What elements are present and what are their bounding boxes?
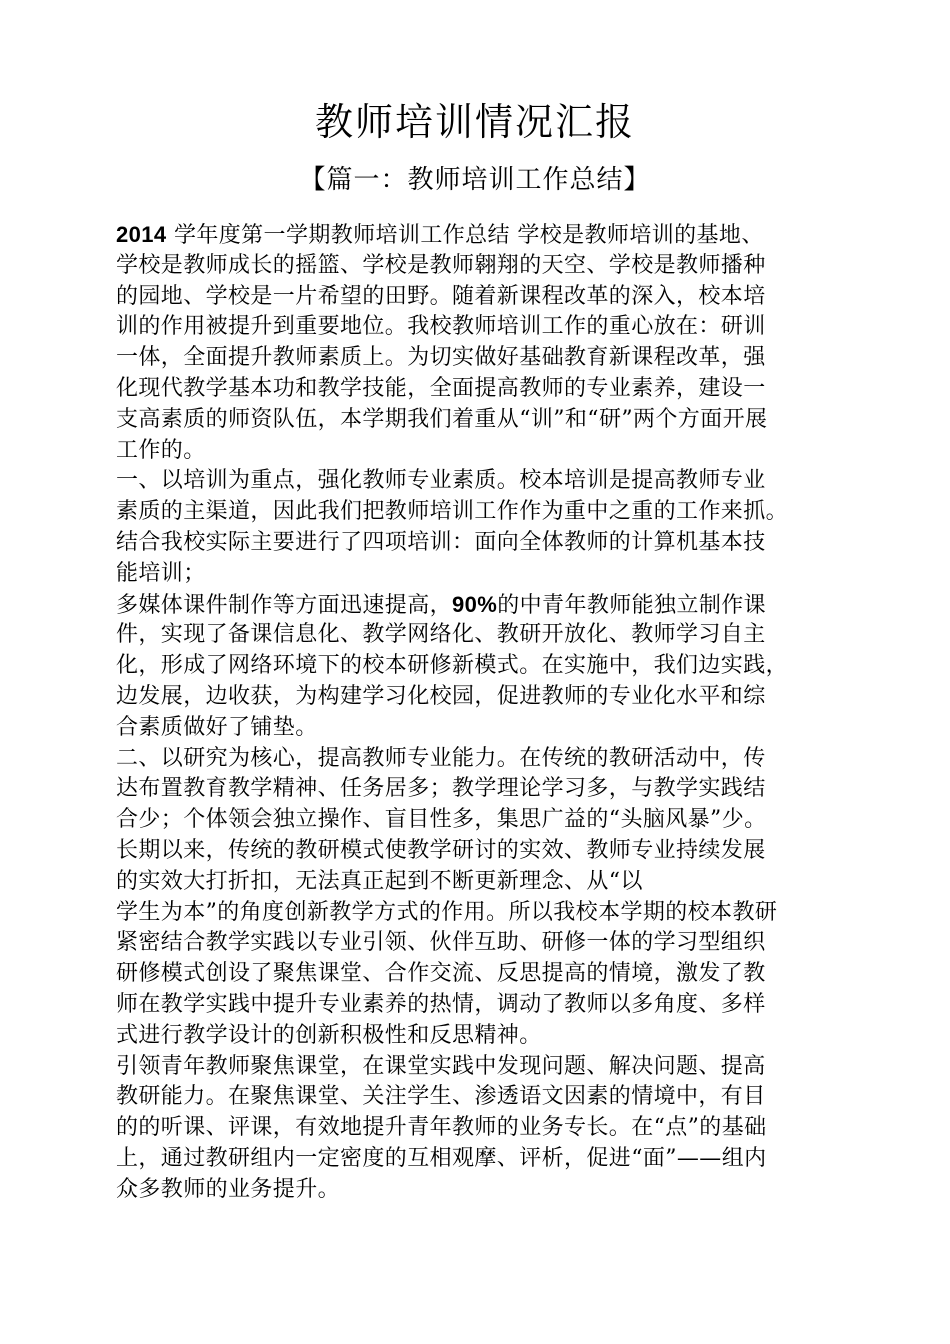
- body-text-line: 的的听课、评课，有效地提升青年教师的业务专长。在“点”的基础: [116, 1115, 767, 1141]
- body-text-line: 长期以来，传统的教研模式使教学研讨的实效、教师专业持续发展: [116, 837, 766, 863]
- body-text-line: 学生为本”的角度创新教学方式的作用。所以我校本学期的校本教研: [116, 899, 778, 925]
- body-text-line: 教研能力。在聚焦课堂、关注学生、渗透语文因素的情境中，有目: [116, 1084, 766, 1110]
- body-text-line: 式进行教学设计的创新积极性和反思精神。: [116, 1022, 542, 1048]
- body-text-line: 边发展，边收获，为构建学习化校园，促进教师的专业化水平和综: [116, 683, 766, 709]
- body-text-line: 研修模式创设了聚焦课堂、合作交流、反思提高的情境，激发了教: [116, 961, 766, 987]
- body-text-line: 引领青年教师聚焦课堂，在课堂实践中发现问题、解决问题、提高: [116, 1053, 766, 1079]
- body-text-line: 件，实现了备课信息化、教学网络化、教研开放化、教师学习自主: [116, 622, 766, 648]
- body-text-line: 一、以培训为重点，强化教师专业素质。校本培训是提高教师专业: [116, 468, 766, 494]
- body-text-line: 化现代教学基本功和教学技能，全面提高教师的专业素养，建设一: [116, 375, 766, 401]
- document-body: [116, 220, 856, 1206]
- body-text-line: 多媒体课件制作等方面迅速提高，90%的中青年教师能独立制作课: [116, 591, 767, 618]
- document-title: 教师培训情况汇报: [314, 100, 635, 144]
- document-subtitle: 【篇一：教师培训工作总结】: [299, 165, 651, 195]
- body-text-line: 学校是教师成长的摇篮、学校是教师翱翔的天空、学校是教师播种: [116, 252, 766, 278]
- body-text-line: 化，形成了网络环境下的校本研修新模式。在实施中，我们边实践，: [116, 653, 789, 679]
- body-text-line: 支高素质的师资队伍，本学期我们着重从“训”和“研”两个方面开展: [116, 406, 768, 432]
- body-text-line: 合素质做好了铺垫。: [116, 714, 318, 740]
- body-text-line: 结合我校实际主要进行了四项培训：面向全体教师的计算机基本技: [116, 529, 766, 555]
- body-text-line: 能培训；: [116, 560, 206, 586]
- body-text-line: 上，通过教研组内一定密度的互相观摩、评析，促进“面”——组内: [116, 1145, 767, 1171]
- body-text-line: 2014 学年度第一学期教师培训工作总结 学校是教师培训的基地、: [116, 222, 764, 248]
- body-text-line: 紧密结合教学实践以专业引领、伙伴互助、研修一体的学习型组织: [116, 930, 766, 956]
- body-text-line: 师在教学实践中提升专业素养的热情，调动了教师以多角度、多样: [116, 991, 766, 1017]
- body-text-line: 的实效大打折扣，无法真正起到不断更新理念、从“以: [116, 868, 643, 894]
- body-text-line: 训的作用被提升到重要地位。我校教师培训工作的重心放在：研训: [116, 314, 766, 340]
- body-text-line: 素质的主渠道，因此我们把教师培训工作作为重中之重的工作来抓。: [116, 499, 789, 525]
- body-text-line: 二、以研究为核心，提高教师专业能力。在传统的教研活动中，传: [116, 745, 766, 771]
- body-text-line: 合少；个体领会独立操作、盲目性多，集思广益的“头脑风暴”少。: [116, 807, 767, 833]
- body-text-line: 一体，全面提升教师素质上。为切实做好基础教育新课程改革，强: [116, 345, 766, 371]
- body-text-line: 达布置教育教学精神、任务居多；教学理论学习多，与教学实践结: [116, 776, 766, 802]
- body-text-line: 工作的。: [116, 437, 206, 463]
- body-text-line: 众多教师的业务提升。: [116, 1176, 341, 1202]
- body-text-line: 的园地、学校是一片希望的田野。随着新课程改革的深入，校本培: [116, 283, 766, 309]
